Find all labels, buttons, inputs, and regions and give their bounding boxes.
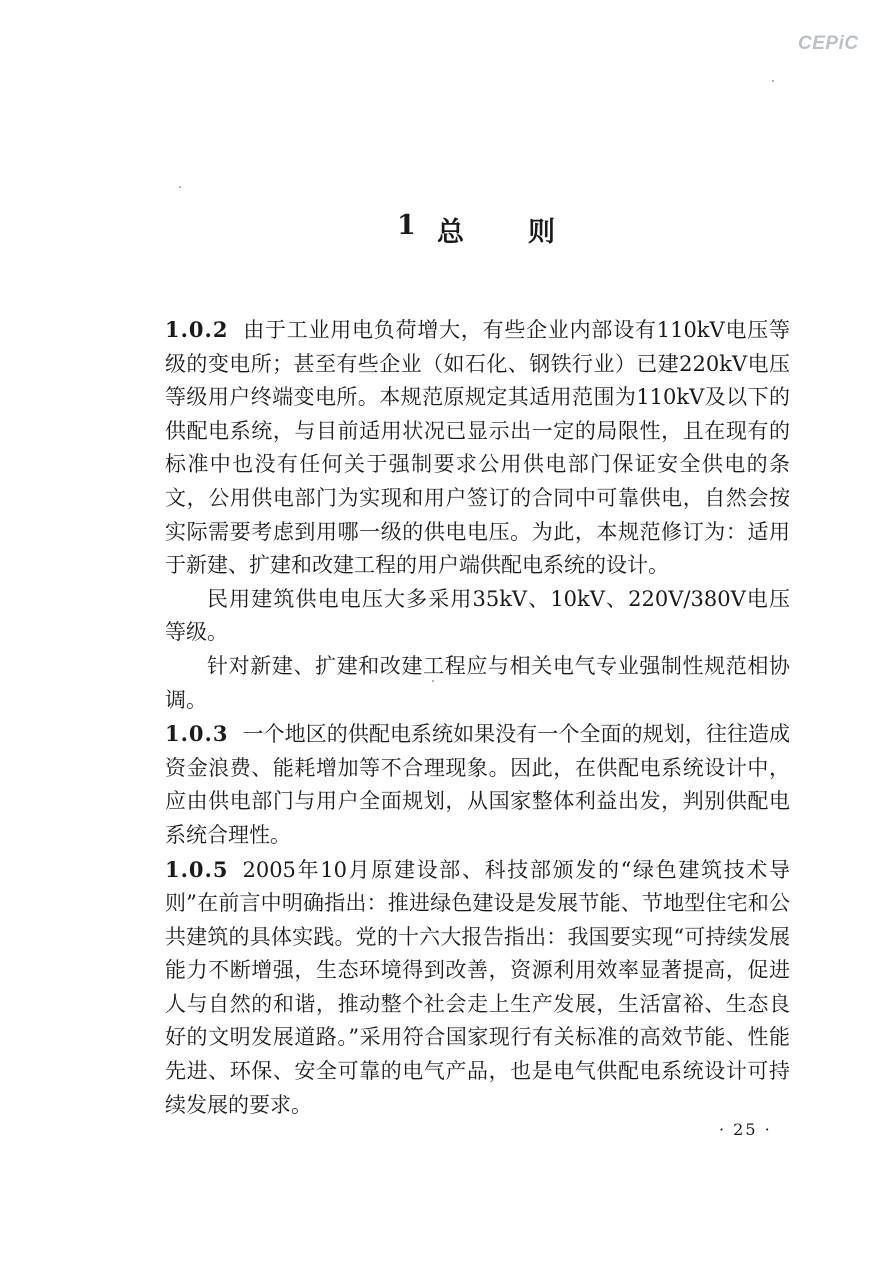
paragraph-text: 2005年10月原建设部、科技部颁发的“绿色建筑技术导则”在前言中明确指出：推进绿色建设是发展节能、节地型住宅和公共建筑的具体实践。党的十六大报告指出：我国要实现“可持续发展能力不断增强，生态环境得到改善，资源利用效率显著提高，促进人与自然的和谐，推动整个社会走上生产发展，生活富裕、生态良好的文明发展道路。”采用符合国家现行有关标准的高效节能、性能先进、环保、安全可靠的电气产品，也是电气供配电系统设计可持续发展的要求。	[165, 857, 790, 1117]
clause-paragraph	[165, 853, 790, 1123]
clause-number: 1.0.3	[165, 721, 229, 747]
paragraph-text: 民用建筑供电电压大多采用35kV、10kV、220V/380V电压等级。	[165, 586, 790, 645]
paragraph-text: 由于工业用电负荷增大，有些企业内部设有110kV电压等级的变电所；甚至有些企业（如石化、钢铁行业）已建220kV电压等级用户终端变电所。本规范原规定其适用范围为110kV及以下的供配电系统，与目前适用状况已显示出一定的局限性，且在现有的标准中也没有任何关于强制要求公用供电部门保证安全供电的条文，公用供电部门为实现和用户签订的合同中可靠供电，自然会按实际需要考虑到用哪一级的供电电压。为此，本规范修订为：适用于新建、扩建和改建工程的用户端供配电系统的设计。	[165, 318, 790, 578]
clause-paragraph	[165, 313, 790, 583]
page-number: · 25 ·	[719, 1120, 772, 1139]
body-text	[165, 313, 790, 1122]
paragraph-text: 针对新建、扩建和改建工程应与相关电气专业强制性规范相协调。	[165, 653, 790, 712]
scan-speck	[772, 80, 774, 82]
clause-number: 1.0.5	[165, 856, 229, 882]
chapter-number: 1	[397, 210, 416, 241]
chapter-title-char-2: 则	[528, 217, 555, 248]
paragraph-text: 一个地区的供配电系统如果没有一个全面的规划，往往造成资金浪费、能耗增加等不合理现象。因此，在供配电系统设计中，应由供电部门与用户全面规划，从国家整体利益出发，判别供配电系统合理性。	[165, 722, 790, 847]
clause-paragraph	[165, 717, 790, 852]
publisher-logo: CEPiC	[798, 33, 859, 54]
chapter-title-char-1: 总	[437, 217, 464, 248]
paragraph	[165, 583, 790, 650]
paragraph	[165, 650, 790, 717]
clause-number: 1.0.2	[165, 317, 229, 342]
scan-speck	[179, 186, 181, 188]
